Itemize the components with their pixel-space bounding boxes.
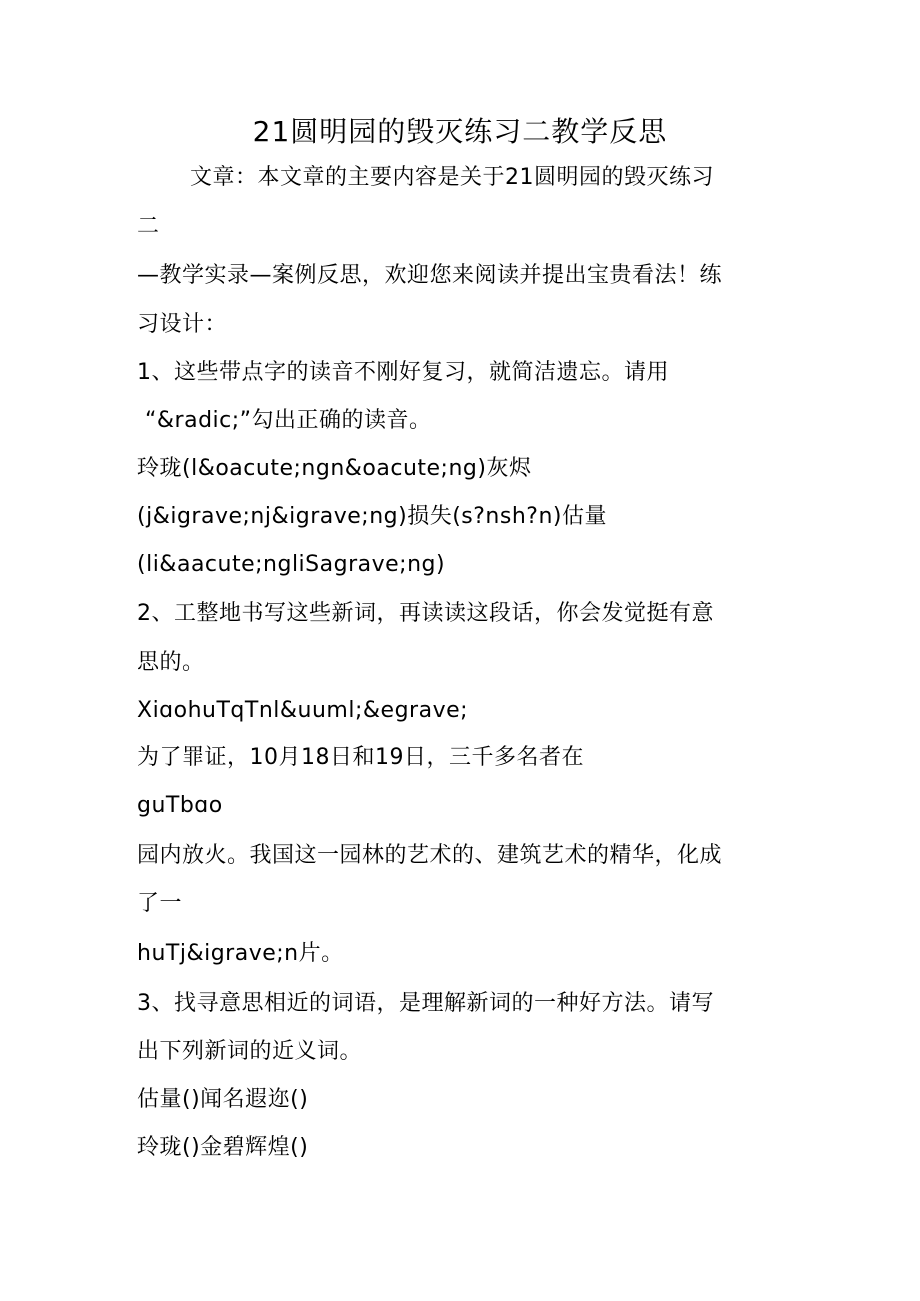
body-line: 出下列新词的近义词。 [137, 1039, 363, 1064]
body-line: 估量()闻名遐迩() [137, 1087, 309, 1112]
body-line: 园内放火。我国这一园林的艺术的、建筑艺术的精华，化成 [137, 843, 723, 868]
intro-line: 文章：本文章的主要内容是关于21圆明园的毁灭练习 [190, 165, 714, 190]
body-line: (j&igrave;nj&igrave;ng)损失(s?nsh?n)估量 [137, 504, 607, 529]
body-line: (li&aacute;ngliSagrave;ng) [137, 552, 446, 577]
body-line: 二 [137, 214, 160, 239]
body-line: —教学实录—案例反思，欢迎您来阅读并提出宝贵看法！练 [137, 263, 723, 288]
body-line: huTj&igrave;n片。 [137, 941, 344, 966]
document-title: 21圆明园的毁灭练习二教学反思 [252, 115, 668, 148]
body-line: 了一 [137, 891, 183, 916]
body-line: guTbɑo [137, 793, 223, 818]
body-line: 习设计： [137, 312, 228, 337]
body-line: 为了罪证，10月18日和19日，三千多名者在 [137, 745, 584, 770]
body-line: 思的。 [137, 650, 205, 675]
body-line: “&radic;”勾出正确的读音。 [145, 408, 432, 433]
body-line: 玲珑()金碧辉煌() [137, 1135, 309, 1160]
question-1: 1、这些带点字的读音不刚好复习，就简洁遗忘。请用 [137, 360, 669, 385]
body-line: 玲珑(l&oacute;ngn&oacute;ng)灰烬 [137, 456, 532, 481]
body-line: XiɑohuTqTnl&uuml;&egrave; [137, 698, 469, 723]
question-3: 3、找寻意思相近的词语，是理解新词的一种好方法。请写 [137, 991, 714, 1016]
question-2: 2、工整地书写这些新词，再读读这段话，你会发觉挺有意 [137, 601, 714, 626]
